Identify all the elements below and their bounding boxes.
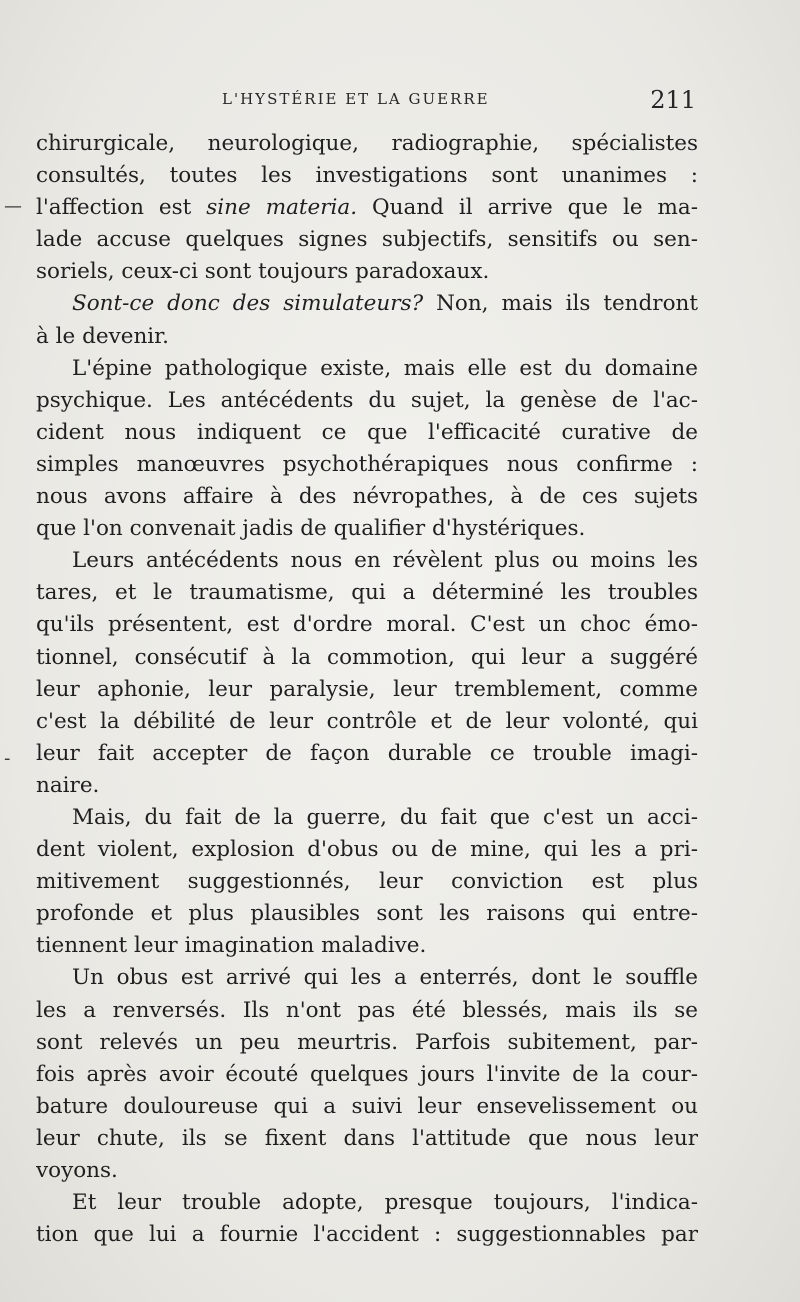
text-run: voyons. bbox=[36, 1158, 118, 1183]
text-run: leur chute, ils se fixent dans l'attitude que nous leur bbox=[36, 1125, 698, 1151]
text-line bbox=[36, 674, 698, 706]
margin-dash-mark: — bbox=[4, 196, 22, 217]
text-line bbox=[36, 160, 698, 192]
text-run: naire. bbox=[36, 772, 100, 798]
text-line bbox=[36, 545, 698, 577]
text-line bbox=[36, 417, 698, 449]
text-run: Leurs antécédents nous en révèlent plus ou moins les bbox=[72, 548, 698, 574]
text-run: simples manœuvres psychothérapiques nous confirme : bbox=[36, 451, 698, 477]
text-run: L'épine pathologique existe, mais elle est du domaine bbox=[72, 355, 698, 381]
italic-text: sine materia. bbox=[206, 195, 358, 221]
text-line bbox=[36, 385, 698, 417]
text-line bbox=[36, 898, 698, 930]
text-line bbox=[36, 321, 698, 353]
text-run: Un obus est arrivé qui les a enterrés, dont le souffle bbox=[72, 965, 698, 991]
text-run: mitivement suggestionnés, leur conviction est plus bbox=[36, 869, 698, 895]
text-run: leur fait accepter de façon durable ce trouble imagi- bbox=[36, 740, 698, 766]
text-line bbox=[36, 834, 698, 866]
text-line bbox=[36, 288, 698, 320]
text-line bbox=[36, 770, 698, 802]
text-line bbox=[36, 609, 698, 641]
text-run: consultés, toutes les investigations sont unanimes : bbox=[36, 163, 698, 189]
text-run: bature douloureuse qui a suivi leur ensevelissement ou bbox=[36, 1093, 698, 1119]
text-run: sont relevés un peu meurtris. Parfois subitement, par- bbox=[36, 1029, 698, 1055]
margin-dash-mark: - bbox=[4, 748, 11, 769]
text-run: Mais, du fait de la guerre, du fait que c'est un acci- bbox=[72, 804, 698, 830]
text-line bbox=[36, 1059, 698, 1091]
italic-text: Sont-ce donc des simulateurs? bbox=[72, 291, 424, 317]
text-line bbox=[36, 642, 698, 674]
text-run: leur aphonie, leur paralysie, leur tremblement, comme bbox=[36, 676, 698, 702]
text-run: chirurgicale, neurologique, radiographie, spécialistes bbox=[36, 131, 698, 156]
text-line bbox=[36, 1219, 698, 1251]
text-line bbox=[36, 449, 698, 481]
text-run: Et leur trouble adopte, presque toujours, l'indica- bbox=[72, 1190, 698, 1216]
text-line bbox=[36, 706, 698, 738]
text-line bbox=[36, 192, 698, 224]
text-line bbox=[36, 256, 698, 288]
text-run: lade accuse quelques signes subjectifs, sensitifs ou sen- bbox=[36, 227, 698, 253]
page-header bbox=[36, 86, 696, 122]
text-line bbox=[36, 1123, 698, 1155]
text-run: profonde et plus plausibles sont les raisons qui entre- bbox=[36, 901, 698, 927]
running-title: L'HYSTÉRIE ET LA GUERRE bbox=[222, 90, 490, 108]
text-run: l'affection est bbox=[36, 195, 207, 221]
text-line bbox=[36, 802, 698, 834]
text-run: que l'on convenait jadis de qualifier d'hystériques. bbox=[36, 516, 586, 542]
text-run: tares, et le traumatisme, qui a déterminé les troubles bbox=[36, 580, 698, 606]
text-line bbox=[36, 995, 698, 1027]
text-run: Quand il arrive que le ma- bbox=[357, 195, 698, 221]
text-run: cident nous indiquent ce que l'efficacité curative de bbox=[36, 419, 698, 445]
body-text bbox=[36, 128, 698, 1251]
text-line bbox=[36, 930, 698, 962]
text-line bbox=[36, 738, 698, 770]
text-line bbox=[36, 1187, 698, 1219]
text-run: soriels, ceux-ci sont toujours paradoxaux. bbox=[36, 259, 490, 285]
text-line bbox=[36, 513, 698, 545]
text-line bbox=[36, 224, 698, 256]
text-line bbox=[36, 1155, 698, 1187]
text-line bbox=[36, 353, 698, 385]
text-line bbox=[36, 1027, 698, 1059]
text-line bbox=[36, 128, 698, 160]
text-run: tion que lui a fournie l'accident : suggestionnables par bbox=[36, 1222, 698, 1248]
text-run: dent violent, explosion d'obus ou de mine, qui les a pri- bbox=[36, 837, 698, 863]
text-line bbox=[36, 866, 698, 898]
text-line bbox=[36, 1091, 698, 1123]
text-line bbox=[36, 962, 698, 994]
text-run: c'est la débilité de leur contrôle et de leur volonté, qui bbox=[36, 708, 698, 734]
text-run: tionnel, consécutif à la commotion, qui leur a suggéré bbox=[36, 644, 698, 670]
text-run: à le devenir. bbox=[36, 323, 169, 349]
text-run: qu'ils présentent, est d'ordre moral. C'est un choc émo- bbox=[36, 612, 698, 638]
text-run: les a renversés. Ils n'ont pas été blessés, mais ils se bbox=[36, 997, 698, 1023]
text-run: nous avons affaire à des névropathes, à de ces sujets bbox=[36, 484, 698, 510]
page-number: 211 bbox=[650, 86, 696, 114]
text-run: fois après avoir écouté quelques jours l'invite de la cour- bbox=[36, 1061, 698, 1087]
text-line bbox=[36, 481, 698, 513]
text-run: tiennent leur imagination maladive. bbox=[36, 933, 427, 959]
text-run: Non, mais ils tendront bbox=[423, 291, 698, 317]
text-run: psychique. Les antécédents du sujet, la genèse de l'ac- bbox=[36, 387, 698, 413]
text-line bbox=[36, 577, 698, 609]
